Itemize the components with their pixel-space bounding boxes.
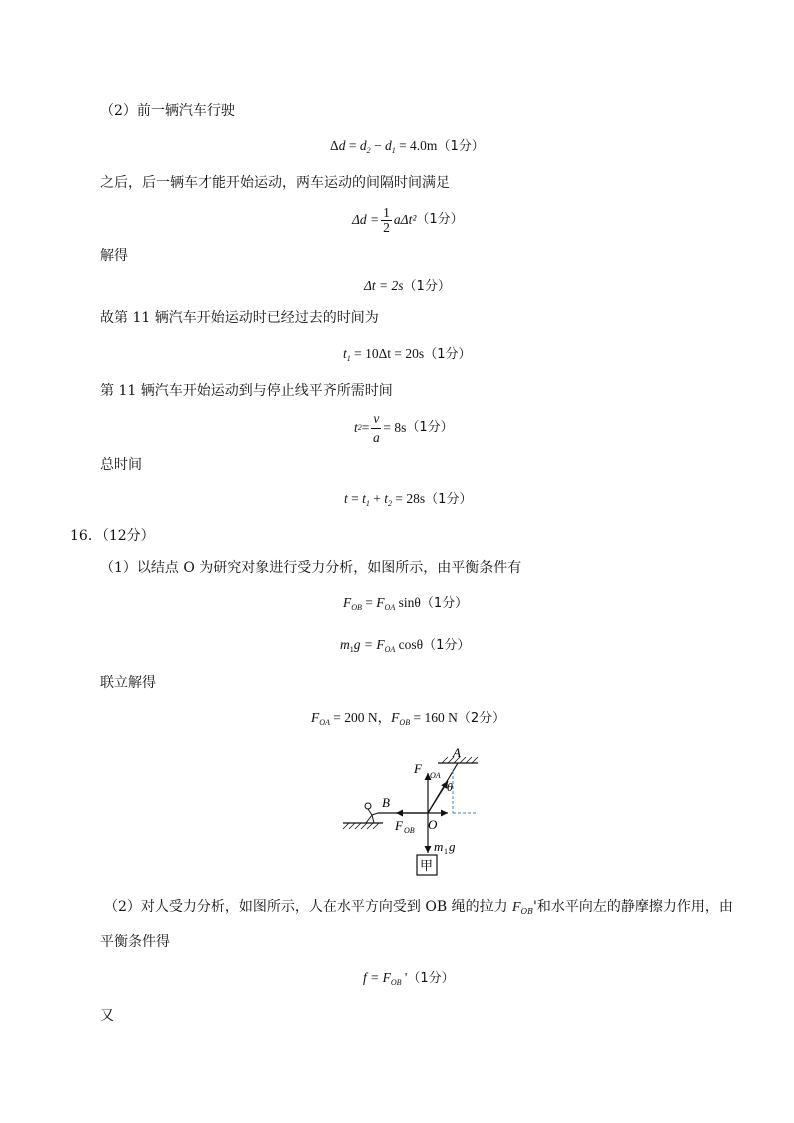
label-m-sub: 1 xyxy=(444,847,448,856)
equation-m1g: $m_1g = F_{OA}$ cosθ（1分） xyxy=(340,637,471,654)
text-after: 之后，后一辆车才能开始运动，两车运动的间隔时间满足 xyxy=(100,175,450,191)
person-icon xyxy=(365,803,378,823)
text-solve: 解得 xyxy=(100,248,128,264)
equation-friction: $f = F_{OB}$ '（1分） xyxy=(363,970,455,987)
part2-heading: （2）前一辆汽车行驶 xyxy=(100,103,235,119)
equation-fob: $F_{OB} = F_{OA}$ sinθ（1分） xyxy=(343,595,469,612)
label-a: A xyxy=(453,745,461,760)
equation-t1: $t_1 = 10\Delta t = 20s(1$分） xyxy=(343,346,472,363)
question-16-part1: （1）以结点 O 为研究对象进行受力分析，如图所示，由平衡条件有 xyxy=(100,560,522,576)
part2-b-line2: 平衡条件得 xyxy=(100,934,170,950)
text-you: 又 xyxy=(100,1008,114,1024)
label-o: O xyxy=(428,817,438,832)
label-g: g xyxy=(449,839,456,854)
equation-total-time: $t = t_1 + t_2 = 28s(1$分） xyxy=(344,491,473,508)
label-ob-sub: OB xyxy=(404,826,415,835)
text-11th: 故第 11 辆汽车开始运动时已经过去的时间为 xyxy=(100,310,379,326)
text-total: 总时间 xyxy=(100,457,142,473)
text-11th-stop: 第 11 辆汽车开始运动到与停止线平齐所需时间 xyxy=(100,383,393,399)
label-b: B xyxy=(382,795,390,810)
equation-results: $F_{OA} = 200$ N，$F_{OB} = 160$ N（2分） xyxy=(311,710,506,727)
label-box: 甲 xyxy=(420,859,434,874)
question-16-number: 16．（12分） xyxy=(70,528,155,544)
label-f-oa: F xyxy=(414,761,422,776)
label-f-ob: F xyxy=(395,818,403,833)
label-theta: θ xyxy=(447,780,453,794)
equation-t2: t 2 = $\frac{v}{a}$ = 8s （1分） xyxy=(354,410,454,445)
force-diagram xyxy=(338,743,518,878)
equation-interval: Δd = $\frac{1}{2}$ aΔt² （1分） xyxy=(352,204,464,235)
equation-delta-t: Δt = 2s（1分） xyxy=(364,278,451,294)
text-lianli: 联立解得 xyxy=(100,675,156,691)
label-oa-sub: OA xyxy=(430,771,441,780)
label-m: m xyxy=(434,839,444,854)
part2-b-line1: （2）对人受力分析，如图所示，人在水平方向受到 OB 绳的拉力 $F_{OB}'$和水平向左的静摩擦力作用，由 xyxy=(104,899,733,916)
equation-delta-d: $\Delta d = d_2 - d_1 = 4.0m(1$分） xyxy=(330,138,485,155)
